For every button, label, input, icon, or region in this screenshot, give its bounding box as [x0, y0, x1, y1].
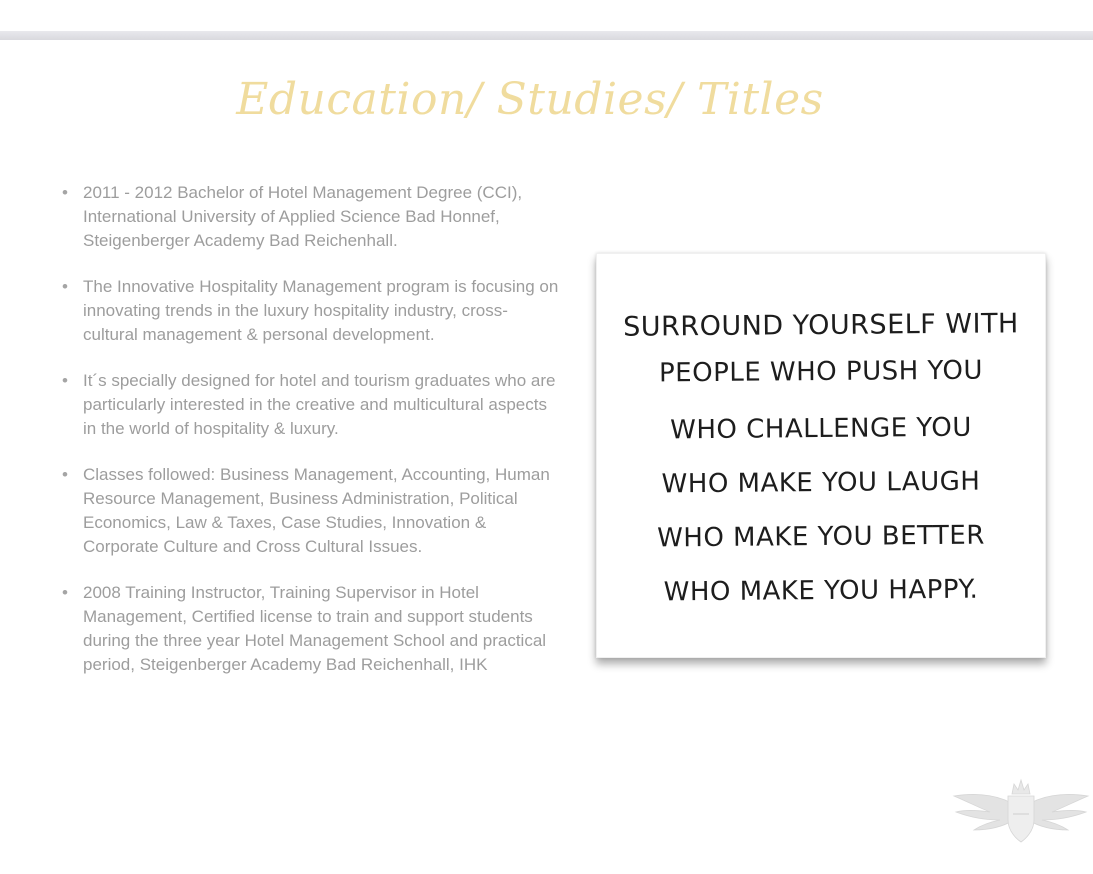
- top-divider: [0, 31, 1093, 40]
- education-item: • Classes followed: Business Management, Accounting, Human Resource Management, Business Administration, Political Economics, Law & Taxes, Case Studies, Innovation & Corporate Culture and Cross Cultural Issues.: [60, 463, 560, 559]
- quote-card: [596, 253, 1046, 658]
- education-list: [60, 181, 560, 699]
- quote-line: SURROUND YOURSELF WITH: [623, 308, 1019, 343]
- winged-crest-icon: [950, 776, 1092, 848]
- education-item: • The Innovative Hospitality Management program is focusing on innovating trends in the luxury hospitality industry, cross-cultural management & personal development.: [60, 275, 560, 347]
- education-item: • 2011 - 2012 Bachelor of Hotel Management Degree (CCI), International University of Applied Science Bad Honnef, Steigenberger Academy Bad Reichenhall.: [60, 181, 560, 253]
- education-item: • 2008 Training Instructor, Training Supervisor in Hotel Management, Certified license to train and support students during the three year Hotel Management School and practical period, Steigenberger Academy Bad Reichenhall, IHK: [60, 581, 560, 677]
- quote-line: WHO MAKE YOU BETTER: [657, 520, 985, 554]
- education-item: • It´s specially designed for hotel and tourism graduates who are particularly interested in the creative and multicultural aspects in the world of hospitality & luxury.: [60, 369, 560, 441]
- quote-line: WHO CHALLENGE YOU: [670, 412, 972, 446]
- quote-line: WHO MAKE YOU LAUGH: [661, 466, 981, 500]
- quote-line: WHO MAKE YOU HAPPY.: [663, 574, 979, 608]
- quote-line: PEOPLE WHO PUSH YOU: [658, 355, 984, 389]
- page-title: Education/ Studies/ Titles: [236, 74, 824, 125]
